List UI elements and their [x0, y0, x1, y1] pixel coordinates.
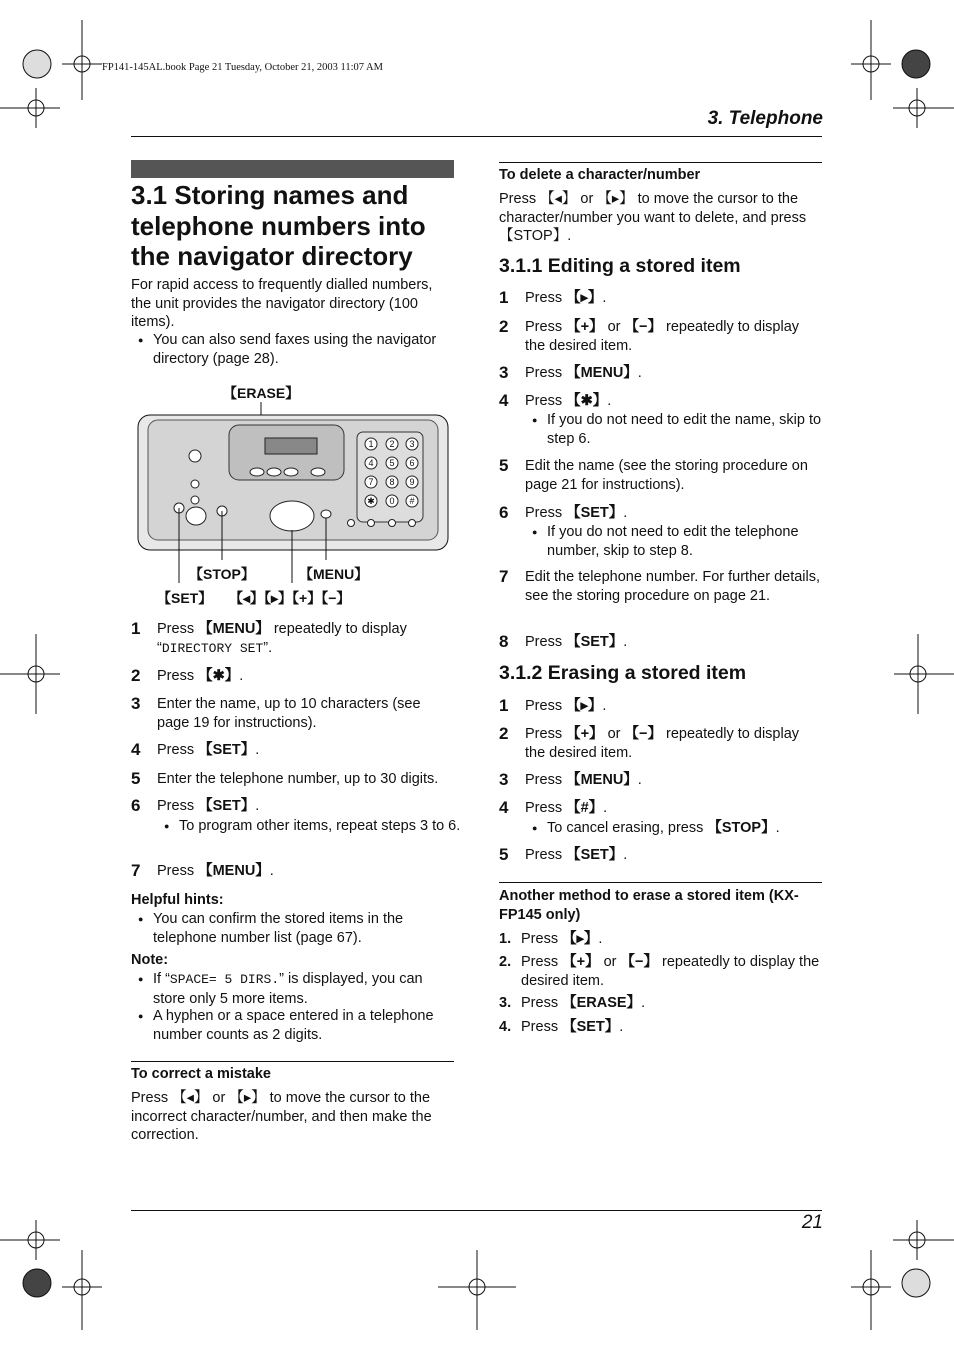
- stop-label: 【STOP】: [189, 566, 255, 582]
- arrows-label: 【◂】【▸】【+】【−】: [229, 590, 351, 606]
- edit-step-5: 5 Edit the name (see the storing procedure on page 21 for instructions).: [499, 456, 808, 493]
- file-header: FP141-145AL.book Page 21 Tuesday, October 21, 2003 11:07 AM: [102, 62, 383, 73]
- intro-text: For rapid access to frequently dialled numbers, the unit provides the navigator directory (100 items).: [131, 277, 433, 331]
- menu-label: 【MENU】: [299, 566, 369, 582]
- erase-heading: 3.1.2 Erasing a stored item: [499, 662, 747, 684]
- hint-item: ● You can confirm the stored items in the telephone number list (page 67).: [131, 910, 456, 947]
- step-4: 4 Press 【SET】.: [131, 740, 260, 759]
- header-rule: [131, 136, 822, 137]
- section-title: 3. Telephone: [707, 108, 823, 129]
- erase-step-5: 5 Press 【SET】.: [499, 845, 628, 864]
- correct-rule: [131, 1061, 454, 1062]
- footer-rule: [131, 1210, 822, 1211]
- page-number: 21: [801, 1212, 823, 1233]
- erase-step-4-bullet: ● To cancel erasing, press 【STOP】.: [525, 819, 845, 838]
- edit-step-6: 6 Press 【SET】.: [499, 503, 628, 522]
- key-hash: #: [409, 496, 415, 506]
- another-step-2: 2. Press 【+】 or 【−】 repeatedly to display the desired item.: [499, 954, 820, 989]
- edit-step-4: 4 Press 【✱】.: [499, 391, 612, 410]
- step-7: 7 Press 【MENU】.: [131, 861, 274, 880]
- edit-heading: 3.1.1 Editing a stored item: [499, 255, 741, 277]
- fax-machine-drawing: [131, 380, 461, 610]
- erase-step-4: 4 Press 【#】.: [499, 798, 608, 817]
- key-9: 9: [409, 477, 415, 487]
- note-item-1: ● If “SPACE= 5 DIRS.” is displayed, you can store only 5 more items.: [131, 970, 456, 1008]
- edit-step-3: 3 Press 【MENU】.: [499, 363, 642, 382]
- key-star: ✱: [367, 496, 375, 506]
- fax-illustration: [131, 380, 461, 610]
- hints-title: Helpful hints:: [131, 892, 224, 908]
- key-2: 2: [389, 439, 395, 449]
- note-title: Note:: [131, 952, 169, 968]
- key-5: 5: [389, 458, 395, 468]
- key-0: 0: [389, 496, 395, 506]
- step-5: 5 Enter the telephone number, up to 30 digits.: [131, 769, 439, 788]
- erase-label: 【ERASE】: [223, 385, 300, 401]
- note-item-2: ● A hyphen or a space entered in a telephone number counts as 2 digits.: [131, 1007, 456, 1044]
- set-label: 【SET】: [157, 590, 213, 606]
- erase-step-1: 1 Press 【▸】.: [499, 696, 607, 715]
- edit-step-8: 8 Press 【SET】.: [499, 632, 628, 651]
- edit-step-7: 7 Edit the telephone number. For further details, see the storing procedure on page 21.: [499, 567, 821, 604]
- key-3: 3: [409, 439, 415, 449]
- correct-text: Press 【◂】 or 【▸】 to move the cursor to the incorrect character/number, and then make the correction.: [131, 1090, 432, 1144]
- delete-title: To delete a character/number: [499, 167, 701, 183]
- another-title: Another method to erase a stored item (KX-FP145 only): [499, 888, 799, 923]
- erase-step-2: 2 Press 【+】 or 【−】 repeatedly to display the desired item.: [499, 724, 800, 761]
- step-6: 6 Press 【SET】.: [131, 796, 260, 815]
- key-7: 7: [368, 477, 374, 487]
- page-title: 3.1 Storing names and telephone numbers into the navigator directory: [131, 180, 426, 271]
- another-step-1: 1. Press 【▸】.: [499, 931, 603, 947]
- step-6-bullet: ● To program other items, repeat steps 3 to 6.: [157, 817, 479, 836]
- step-2: 2 Press 【✱】.: [131, 666, 244, 685]
- correct-title: To correct a mistake: [131, 1066, 271, 1082]
- erase-step-3: 3 Press 【MENU】.: [499, 770, 642, 789]
- another-rule: [499, 882, 822, 883]
- edit-step-6-bullet: ● If you do not need to edit the telephone number, skip to step 8.: [525, 523, 845, 560]
- edit-step-4-bullet: ● If you do not need to edit the name, skip to step 6.: [525, 411, 845, 448]
- edit-step-2: 2 Press 【+】 or 【−】 repeatedly to display the desired item.: [499, 317, 800, 354]
- step-3: 3 Enter the name, up to 10 characters (see page 19 for instructions).: [131, 694, 421, 731]
- another-step-3: 3. Press 【ERASE】.: [499, 995, 646, 1011]
- another-step-4: 4. Press 【SET】.: [499, 1019, 624, 1035]
- edit-step-1: 1 Press 【▸】.: [499, 288, 607, 307]
- intro-bullet: ● You can also send faxes using the navigator directory (page 28).: [131, 331, 456, 368]
- key-1: 1: [368, 439, 374, 449]
- delete-text: Press 【◂】 or 【▸】 to move the cursor to the character/number you want to delete, and press 【STOP】.: [499, 191, 807, 245]
- delete-rule: [499, 162, 822, 163]
- key-4: 4: [368, 458, 374, 468]
- key-6: 6: [409, 458, 415, 468]
- key-8: 8: [389, 477, 395, 487]
- title-bar: [131, 160, 454, 178]
- step-1: 1 Press 【MENU】 repeatedly to display “DIRECTORY SET”.: [131, 619, 407, 656]
